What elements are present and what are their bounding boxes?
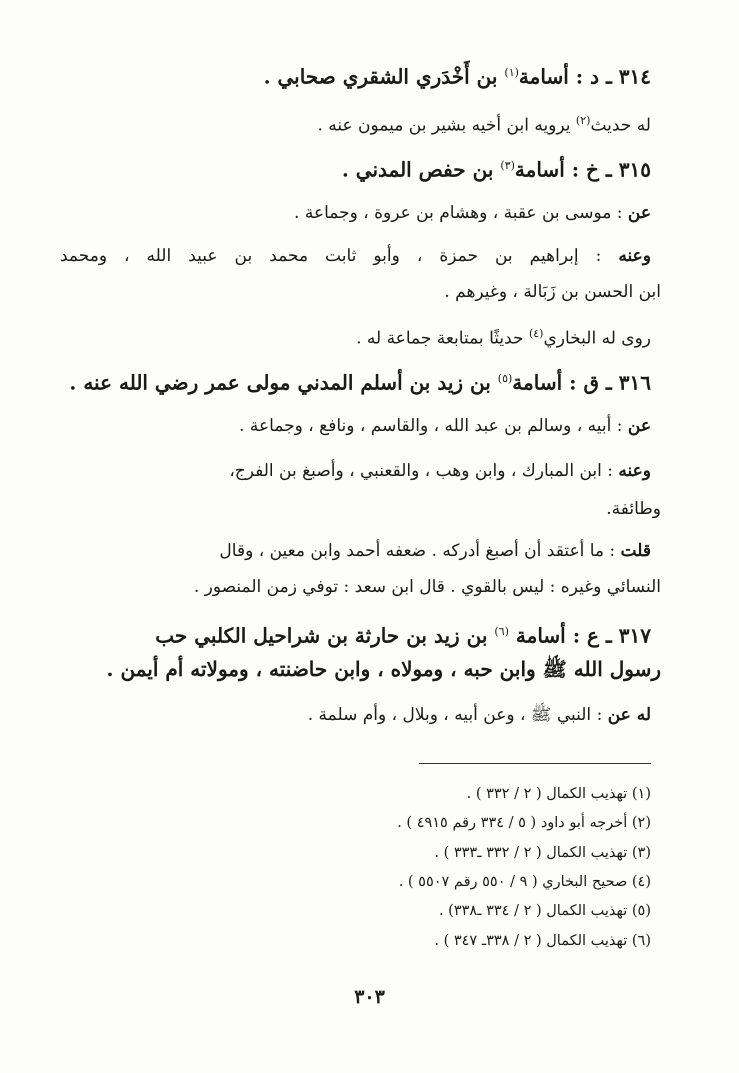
- lead-word: له عن: [607, 705, 651, 725]
- entry-317-heading-cont: [107, 656, 661, 682]
- footnote-1: (١) تهذيب الكمال ( ٢ / ٣٣٢ ) .: [466, 786, 651, 802]
- lead-word: عن: [627, 203, 651, 223]
- heading-text: بن أَخْدَري الشقري صحابي .: [263, 64, 505, 89]
- entry-314-heading: [264, 60, 651, 90]
- entry-317-an: [308, 702, 651, 728]
- heading-text: رسول الله ﷺ وابن حبه ، ومولاه ، وابن حاضنته ، ومولاته أم أيمن .: [106, 657, 661, 681]
- text: يرويه ابن أخيه بشير بن ميمون عنه .: [317, 115, 576, 136]
- footnote-3: (٣) تهذيب الكمال ( ٢ / ٣٣٢ ـ٣٣٣ ) .: [434, 845, 651, 861]
- entry-315-an: [294, 200, 651, 226]
- entry-316-an: [239, 413, 651, 439]
- text: : أبيه ، وسالم بن عبد الله ، والقاسم ، ونافع ، وجماعة .: [239, 416, 628, 436]
- heading-text: بن حفص المدني .: [341, 157, 501, 182]
- heading-text: بن زيد بن حارثة بن شراحيل الكلبي حب: [155, 623, 495, 648]
- text: : موسى بن عقبة ، وهشام بن عروة ، وجماعة .: [294, 203, 628, 223]
- footnote-ref-2[interactable]: (٢): [575, 114, 591, 127]
- footnote-ref-4[interactable]: (٤): [528, 327, 544, 340]
- entry-316-anhu-cont: [606, 496, 661, 522]
- lead-word: وعنه: [618, 246, 651, 266]
- footnote-6: (٦) تهذيب الكمال ( ٢ / ٣٣٨ـ ٣٤٧ ) .: [434, 933, 651, 949]
- entry-315-anhu: [60, 243, 651, 269]
- heading-text: ٣١٤ ـ د : أسامة: [518, 64, 651, 89]
- heading-text: ٣١٥ ـ خ : أسامة: [514, 157, 651, 182]
- text: : إبراهيم بن حمزة ، وأبو ثابت محمد بن عبيد الله ، ومحمد: [60, 246, 619, 266]
- heading-text: بن زيد بن أسلم المدني مولى عمر رضي الله عنه .: [69, 370, 498, 395]
- entry-316-heading: [69, 366, 651, 396]
- text: روى له البخاري: [543, 328, 651, 349]
- footnote-ref-6[interactable]: (٦): [494, 625, 509, 638]
- text: ابن الحسن بن زَبَالة ، وغيرهم .: [444, 282, 661, 302]
- footnote-ref-5[interactable]: (٥): [497, 372, 513, 385]
- footnote-4: (٤) صحيح البخاري ( ٩ / ٥٥٠ رقم ٥٥٠٧ ) .: [398, 874, 651, 890]
- footnote-divider: [419, 763, 651, 764]
- lead-word: قلت: [620, 541, 651, 561]
- lead-word: عن: [627, 416, 651, 436]
- footnote-2: (٢) أخرجه أبو داود ( ٥ / ٣٣٤ رقم ٤٩١٥ ) .: [397, 815, 651, 831]
- entry-315-heading: [342, 153, 651, 183]
- text: : ابن المبارك ، وابن وهب ، والقعنبي ، وأصبغ بن الفرج،: [229, 461, 619, 481]
- entry-316-qult-cont: [194, 574, 661, 600]
- text: وطائفة.: [606, 499, 661, 519]
- entry-316-qult: [219, 538, 651, 564]
- text: النسائي وغيره : ليس بالقوي . قال ابن سعد : توفي زمن المنصور .: [193, 577, 661, 597]
- footnote-5: (٥) تهذيب الكمال ( ٢ / ٣٣٤ ـ٣٣٨) .: [438, 903, 651, 919]
- entry-316-anhu: [229, 458, 651, 484]
- text: : النبي ﷺ ، وعن أبيه ، وبلال ، وأم سلمة .: [307, 705, 608, 725]
- page-number: ٣٠٣: [354, 986, 385, 1008]
- entry-315-rawa: [356, 321, 651, 352]
- footnote-ref-1[interactable]: (١): [504, 66, 519, 79]
- entry-315-anhu-cont: [444, 279, 661, 305]
- entry-314-line: [317, 108, 651, 139]
- text: له حديث: [590, 115, 651, 136]
- text: : ما أعتقد أن أصبغ أدركه . ضعفه أحمد وابن معين ، وقال: [219, 541, 621, 561]
- entry-317-heading: [155, 619, 651, 649]
- heading-text: ٣١٦ ـ ق : أسامة: [512, 370, 651, 395]
- heading-text: ٣١٧ ـ ع : أسامة: [508, 623, 651, 648]
- text: حديثًا بمتابعة جماعة له .: [356, 328, 529, 349]
- lead-word: وعنه: [618, 461, 651, 481]
- footnote-ref-3[interactable]: (٣): [500, 159, 515, 172]
